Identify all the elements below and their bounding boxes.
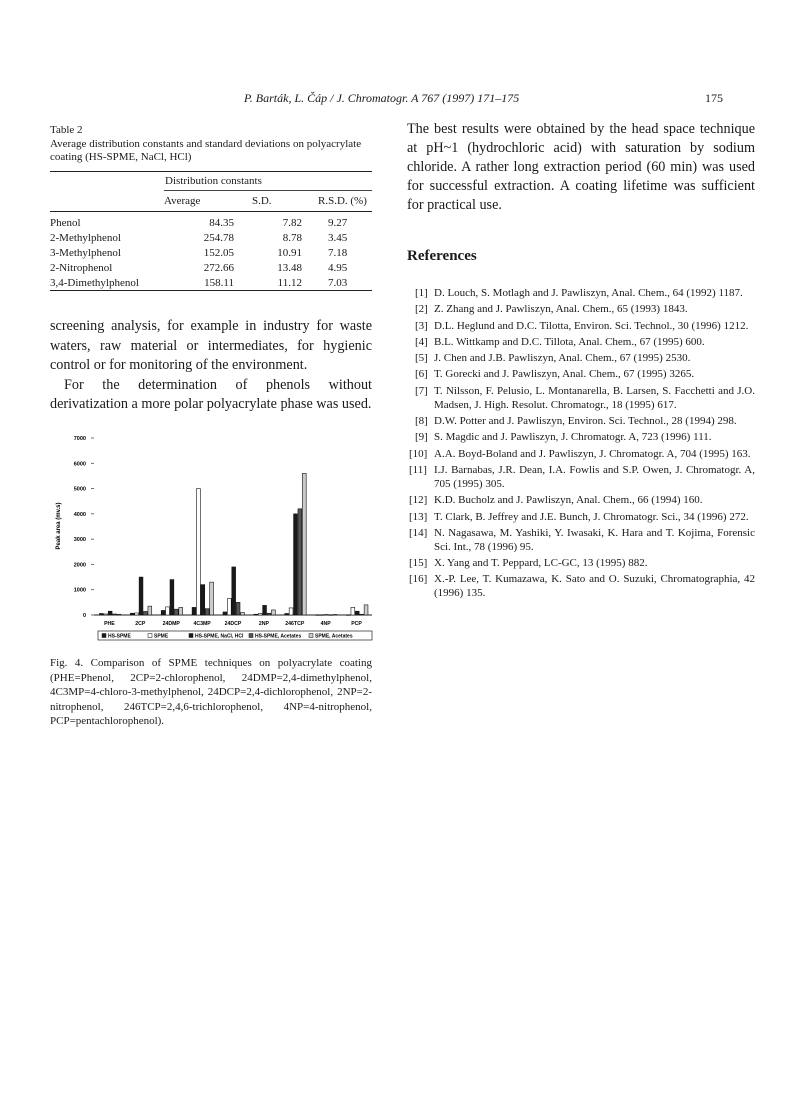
bar [99,613,103,615]
reference-number: [15] [409,557,428,570]
bar [117,614,121,615]
reference-number: [2] [415,303,428,316]
reference-item [407,351,755,365]
bar [267,613,271,615]
bar-chart-svg [50,428,375,652]
reference-number: [14] [409,526,428,539]
y-tick-label: 7000 [73,436,86,442]
reference-number: [3] [415,319,428,332]
bar [113,614,117,615]
row-sd: 13.48 [277,261,302,274]
legend-label: SPME [154,633,169,640]
y-tick-label: 6000 [73,461,86,468]
table-caption [50,124,372,165]
x-tick-label: PCP [351,621,362,627]
right-body-text: The best results were obtained by the head space technique at pH~1 (hydrochloric acid) with saturation by sodium chloride. A rather long extraction period (60 min) was used for successful extraction. A coating lifetime was sufficient for practical use. [407,121,755,213]
reference-item [407,493,755,507]
reference-number: [12] [409,494,428,507]
x-tick-label: 246TCP [285,621,305,627]
reference-number: [9] [415,431,428,444]
legend-label: SPME, Acetates [315,633,353,640]
row-name: 3-Methylphenol [50,246,121,259]
row-average: 84.35 [209,216,234,229]
bar [205,609,209,615]
bar [232,567,236,615]
x-tick-label: 4C3MP [193,621,211,627]
bar [241,612,245,615]
reference-item [407,556,755,570]
reference-number: [5] [415,352,428,365]
reference-text: X.-P. Lee, T. Kumazawa, K. Sato and O. Suzuki, Chromatographia, 42 (1996) 135. [434,573,755,600]
bar [263,605,267,615]
y-tick-label: 1000 [73,587,86,594]
row-name: Phenol [50,216,81,229]
references-heading: References [407,248,477,264]
table-row [50,260,372,275]
bar [108,611,112,615]
reference-number: [7] [415,384,428,397]
reference-item [407,526,755,554]
reference-text: D. Louch, S. Motlagh and J. Pawliszyn, Anal. Chem., 64 (1992) 1187. [434,287,743,299]
x-tick-label: 2CP [135,621,146,627]
bar [192,607,196,615]
bar [144,611,148,615]
y-tick-label: 4000 [73,511,86,518]
row-rsd: 7.18 [328,246,348,259]
bar [130,613,134,615]
bar [227,599,231,615]
y-tick-label: 3000 [73,537,86,544]
reference-item [407,335,755,349]
bar [364,605,368,615]
bar [174,609,178,615]
table-group-header-row [50,172,372,191]
reference-text: N. Nagasawa, M. Yashiki, Y. Iwasaki, K. Hara and T. Kojima, Forensic Sci. Int., 78 (1996) 95. [434,526,755,553]
left-body-text [50,317,372,415]
bar [236,602,240,615]
column-header-sd: S.D. [246,191,310,212]
reference-text: J. Chen and J.B. Pawliszyn, Anal. Chem., 67 (1995) 2530. [434,352,691,365]
bar [333,614,337,615]
row-average: 158.11 [164,275,246,291]
reference-item [407,572,755,600]
table-row [50,230,372,245]
reference-text: X. Yang and T. Peppard, LC-GC, 13 (1995) 882. [434,557,648,570]
row-average: 152.05 [203,246,234,259]
reference-text: D.W. Potter and J. Pawliszyn, Environ. Sci. Technol., 28 (1994) 298. [434,415,737,428]
bar [302,473,306,615]
table-header-row [50,191,372,212]
column-header-rsd: R.S.D. (%) [310,191,372,212]
x-tick-label: PHE [104,621,115,627]
reference-number: [11] [409,463,427,476]
reference-item [407,447,755,461]
table-row [50,245,372,260]
reference-item [407,319,755,333]
x-tick-label: 2NP [258,621,269,627]
bar [254,614,258,615]
bar [329,615,333,616]
x-tick-label: 4NP [320,621,331,627]
reference-text: D.L. Heglund and D.C. Tilotta, Environ. Sci. Technol., 30 (1996) 1212. [434,319,749,332]
y-tick-label: 5000 [73,486,86,493]
page-number: 175 [705,91,723,105]
bar [170,580,174,615]
reference-number: [6] [415,368,428,381]
reference-text: Z. Zhang and J. Pawliszyn, Anal. Chem., 65 (1993) 1843. [434,303,688,316]
row-sd: 8.78 [282,231,302,244]
reference-number: [8] [415,415,428,428]
row-name: 3,4-Dimethylphenol [50,275,164,291]
bar [166,607,170,615]
bar [161,610,165,615]
reference-number: [10] [409,447,428,460]
bar [197,489,201,615]
reference-item [407,367,755,381]
bar [258,613,262,615]
group-header: Distribution constants [165,175,262,187]
legend-swatch [148,634,152,638]
table-row [50,275,372,291]
legend-swatch [102,634,106,638]
figure-caption: Fig. 4. Comparison of SPME techniques on polyacrylate coating (PHE=Phenol, 2CP=2-chlorophenol, 24DMP=2,4-dimethylphenol, 4C3MP=4-chloro-3-methylphenol, 24DCP=2,4-dichlorophenol, 2NP=2-nitrophenol, 246TCP=2,4,6-trichlorophenol, 4NP=4-nitrophenol, PCP=pentachlorophenol). [50,657,372,727]
reference-text: I.J. Barnabas, J.R. Dean, I.A. Fowlis and S.P. Owen, J. Chromatogr. A, 705 (1995) 305. [434,463,755,490]
reference-text: T. Gorecki and J. Pawliszyn, Anal. Chem., 67 (1995) 3265. [434,368,695,381]
legend-label: HS-SPME [108,633,131,640]
bar [289,608,293,615]
reference-item [407,384,755,412]
column-header-average: Average [164,191,246,212]
bar [179,607,183,615]
bar [347,615,351,616]
distribution-table [50,171,372,291]
row-sd: 10.91 [277,246,302,259]
row-average: 254.78 [203,231,234,244]
reference-text: B.L. Wittkamp and D.C. Tillota, Anal. Chem., 67 (1995) 600. [434,335,705,348]
row-average: 272.66 [203,261,234,274]
reference-text: A.A. Boyd-Boland and J. Pawliszyn, J. Chromatogr. A, 704 (1995) 163. [434,447,751,460]
running-header: P. Barták, L. Čáp / J. Chromatogr. A 767 (1997) 171–175 [244,91,520,105]
x-tick-label: 24DMP [162,621,180,627]
reference-item [407,463,755,491]
reference-number: [16] [409,573,428,586]
y-tick-label: 2000 [73,562,86,569]
legend-label: HS-SPME, Acetates [255,633,302,640]
row-rsd: 7.03 [310,275,372,291]
y-axis-label: Peak area (mv.s) [56,502,62,550]
reference-item [407,286,755,300]
bar [104,614,108,615]
reference-text: S. Magdic and J. Pawliszyn, J. Chromatogr. A, 723 (1996) 111. [434,431,712,444]
figure-4-chart [50,428,375,652]
bar [271,610,275,615]
bar [298,509,302,615]
bar [139,577,143,615]
table-title: Table 2 [50,124,83,136]
row-sd: 7.82 [282,216,302,229]
row-sd: 11.12 [246,275,310,291]
row-rsd: 3.45 [328,231,348,244]
table-row [50,212,372,231]
bar [320,615,324,616]
table-caption-text: Average distribution constants and standard deviations on polyacrylate coating (HS-SPME, NaCl, HCl) [50,137,362,163]
left-paragraph-1: screening analysis, for example in industry for waste waters, raw material or intermediates, for hygienic control or for monitoring of the environment. [50,318,372,373]
legend-swatch [249,634,253,638]
row-name: 2-Methylphenol [50,231,121,244]
row-rsd: 9.27 [328,216,348,229]
reference-number: [1] [415,287,428,299]
row-rsd: 4.95 [328,261,348,274]
bar [148,606,152,615]
bar [351,607,355,615]
legend-swatch [309,634,313,638]
bar [135,613,139,615]
reference-item [407,510,755,524]
bar [316,615,320,616]
reference-item [407,430,755,444]
references-list [407,286,755,603]
reference-text: T. Clark, B. Jeffrey and J.E. Bunch, J. Chromatogr. Sci., 34 (1996) 272. [434,510,749,523]
row-name: 2-Nitrophenol [50,261,113,274]
bar [285,613,289,615]
reference-number: [4] [415,335,428,348]
reference-text: K.D. Bucholz and J. Pawliszyn, Anal. Chem., 66 (1994) 160. [434,494,703,507]
bar [294,514,298,615]
table-body [50,212,372,291]
bar [223,612,227,615]
reference-item [407,302,755,316]
y-tick-label: 0 [82,613,86,619]
bar [210,582,214,615]
reference-text: T. Nilsson, F. Pelusio, L. Montanarella, B. Larsen, S. Facchetti and J.O. Madsen, J. High. Resolut. Chromatogr., 18 (1995) 617. [434,384,755,411]
reference-item [407,414,755,428]
left-paragraph-2: For the determination of phenols without derivatization a more polar polyacrylate phase was used. [50,376,372,412]
legend-swatch [189,634,193,638]
bar [201,585,205,615]
legend-label: HS-SPME, NaCl, HCl [195,633,244,640]
bar [324,614,328,615]
bar [360,614,364,615]
reference-number: [13] [409,510,428,523]
bar [355,611,359,615]
x-tick-label: 24DCP [224,621,242,627]
